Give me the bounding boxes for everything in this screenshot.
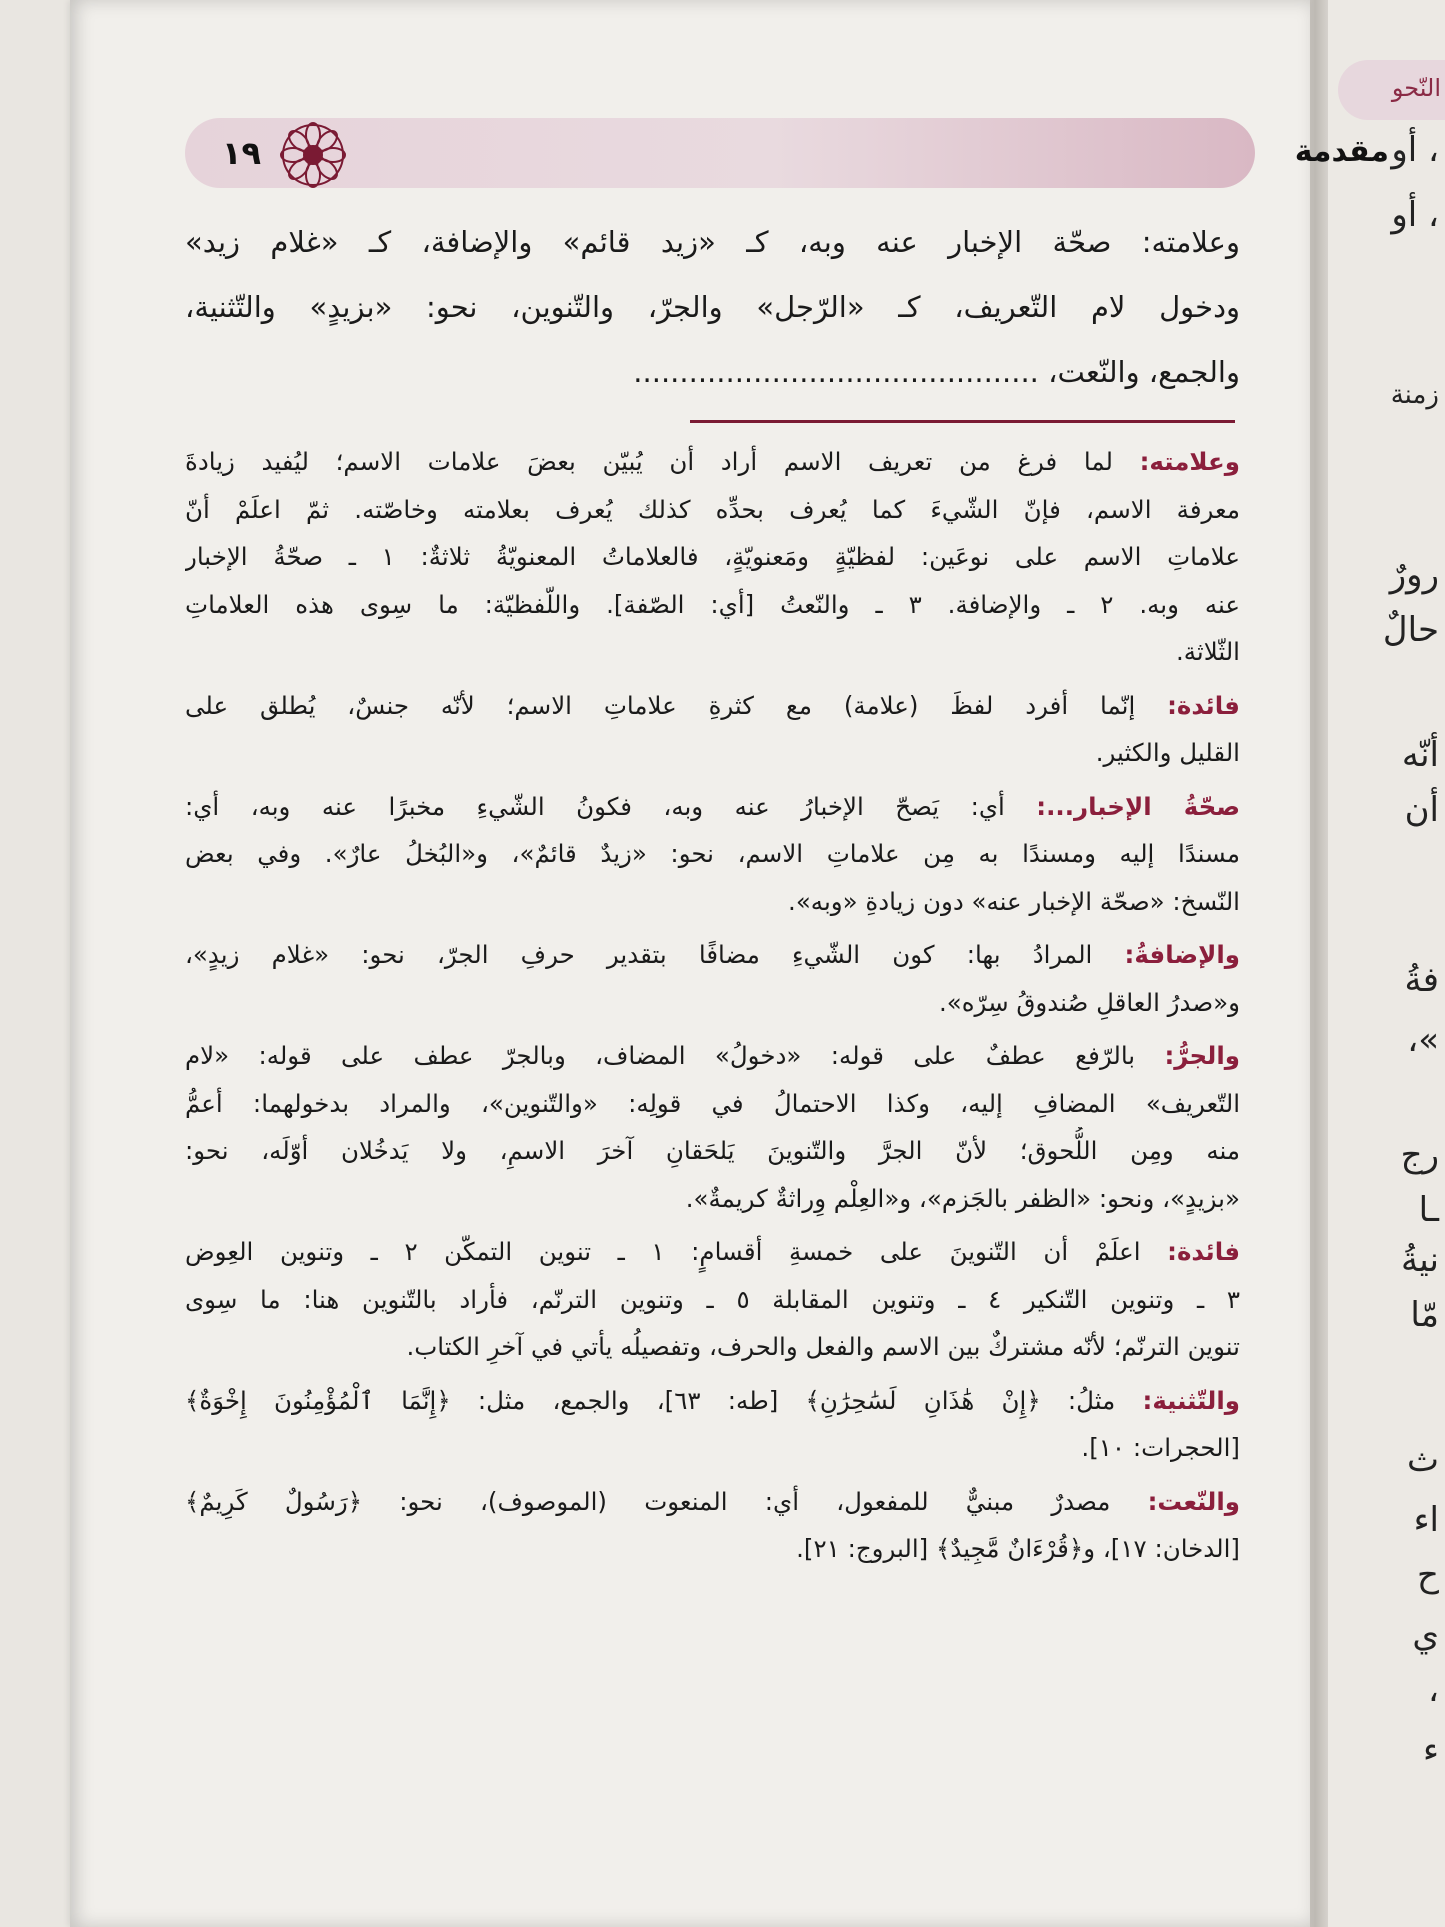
commentary-line: [الدخان: ١٧]، و﴿قُرْءَانٌ مَّجِيدٌ﴾ [البروج: ٢١].: [796, 1534, 1240, 1563]
adjacent-fragment: ي: [1412, 1615, 1439, 1655]
paragraph-lead: والنّعت:: [1147, 1486, 1240, 1516]
adjacent-fragment: رج: [1400, 1135, 1439, 1175]
commentary-line: «بزيدٍ»، ونحو: «الظفر بالجَزم»، و«العِلْم وِراثةٌ كريمةٌ».: [685, 1183, 1240, 1213]
commentary-line: ٣ ـ وتنوين التّنكير ٤ ـ وتنوين المقابلة ٥ ـ وتنوين الترنّم، فأراد بالتّنوين هنا: ما سِوى: [185, 1284, 1240, 1314]
commentary-paragraph: [185, 783, 1240, 926]
commentary-line: مصدرٌ مبنيٌّ للمفعول، أي: المنعوت (الموصوف)، نحو: ﴿رَسُولٌ كَرِيمٌ﴾: [185, 1486, 1111, 1516]
adjacent-fragment: ، أو: [1391, 130, 1439, 170]
adjacent-fragment: ح: [1417, 1555, 1439, 1595]
matn-line: وعلامته: صحّة الإخبار عنه وبه، كـ «زيد قائم» والإضافة، كـ «غلام زيد»: [185, 225, 1240, 259]
adjacent-fragment: حالٌ: [1382, 610, 1439, 650]
adjacent-fragment: أن: [1404, 790, 1439, 830]
commentary-line: النّسخ: «صحّة الإخبار عنه» دون زيادةِ «وبه».: [788, 886, 1240, 916]
adjacent-page: [1328, 0, 1445, 1927]
commentary-paragraph: [185, 1032, 1240, 1222]
commentary-paragraph: [185, 931, 1240, 1026]
paragraph-lead: والجرُّ:: [1164, 1041, 1240, 1070]
adjacent-fragment: زمنة: [1390, 380, 1439, 410]
matn-text: [185, 210, 1240, 405]
commentary-paragraph: [185, 1228, 1240, 1371]
commentary-paragraph: [185, 438, 1240, 676]
commentary-line: تنوين الترنّم؛ لأنّه مشتركٌ بين الاسم والفعل والحرف، وتفصيلُه يأتي في آخرِ الكتاب.: [406, 1332, 1240, 1361]
paragraph-lead: صحّةُ الإخبار...:: [1036, 791, 1240, 821]
paragraph-lead: وعلامته:: [1139, 447, 1240, 476]
adjacent-fragment: ث: [1406, 1440, 1439, 1480]
paragraph-lead: والتّثنية:: [1142, 1385, 1240, 1415]
page-number: ١٩: [222, 134, 262, 172]
matn-line: ودخول لام التّعريف، كـ «الرّجل» والجرّ، والتّنوين، نحو: «بزيدٍ» والتّثنية،: [185, 290, 1240, 324]
commentary-line: اعلَمْ أن التّنوينَ على خمسةِ أقسامٍ: ١ ـ تنوين التمكّن ٢ ـ وتنوين العِوض: [185, 1237, 1141, 1266]
commentary-line: معرفة الاسم، فإنّ الشّيءَ كما يُعرف بحدِّه كذلك يُعرف بعلامته وخاصّته. ثمّ اعلَمْ أنّ: [185, 494, 1240, 524]
commentary-line: عنه وبه. ٢ ـ والإضافة. ٣ ـ والنّعتُ [أي: الصّفة]. واللّفظيّة: ما سِوى هذه العلاماتِ: [185, 589, 1240, 619]
adjacent-page-header: النّحو: [1391, 74, 1441, 102]
rosette-ornament-icon: [278, 120, 348, 190]
commentary-line: الثّلاثة.: [1175, 637, 1240, 666]
commentary-line: منه ومِن اللُّحوق؛ لأنّ الجرَّ والتّنوينَ يَلحَقانِ آخرَ الاسمِ، ولا يَدخُلان أوّلَه، نحو:: [185, 1136, 1240, 1165]
adjacent-fragment: ،: [1428, 1670, 1439, 1710]
matn-line: والجمع، والنّعت، ............................................: [633, 355, 1240, 389]
paragraph-lead: فائدة:: [1167, 1237, 1240, 1266]
commentary-paragraph: [185, 682, 1240, 777]
commentary-line: القليل والكثير.: [1095, 738, 1240, 767]
commentary-line: بالرّفع عطفٌ على قوله: «دخولُ» المضاف، وبالجرّ عطف على قوله: «لام: [185, 1041, 1136, 1070]
commentary-line: أي: يَصحّ الإخبارُ عنه وبه، فكونُ الشّيءِ مخبرًا عنه وبه، أي:: [185, 791, 1005, 821]
commentary-line: التّعريف» المضافِ إليه، وكذا الاحتمالُ في قولِه: «والتّنوين»، والمراد بدخولهما: أعمُّ: [185, 1088, 1240, 1118]
commentary-line: [الحجرات: ١٠].: [1081, 1433, 1240, 1462]
commentary-line: لما فرغ من تعريف الاسم أراد أن يُبيّن بعضَ علامات الاسم؛ ليُفيد زيادةَ: [185, 447, 1113, 476]
commentary-line: المرادُ بها: كون الشّيءِ مضافًا بتقدير حرفِ الجرّ، نحو: «غلام زيدٍ»،: [185, 940, 1093, 969]
paragraph-lead: فائدة:: [1167, 690, 1240, 720]
adjacent-fragment: نيةُ: [1401, 1240, 1439, 1280]
adjacent-fragment: ، أو: [1391, 195, 1439, 235]
adjacent-fragment: رورٌ: [1389, 555, 1439, 595]
commentary-paragraph: [185, 1377, 1240, 1472]
page-title: مقدمة: [1294, 134, 1389, 169]
section-divider: [690, 420, 1235, 423]
commentary-paragraph: [185, 1478, 1240, 1573]
adjacent-fragment: ء: [1423, 1730, 1439, 1770]
adjacent-fragment: مّا: [1410, 1295, 1439, 1335]
adjacent-fragment: فةُ: [1404, 960, 1439, 1000]
commentary-line: و«صدرُ العاقلِ صُندوقُ سِرّه».: [938, 987, 1240, 1017]
commentary-line: مسندًا إليه ومسندًا به مِن علاماتِ الاسم، نحو: «زيدٌ قائمٌ»، و«البُخلُ عارٌ». وفي بعض: [185, 839, 1240, 868]
commentary-line: مثلُ: ﴿إِنْ هَٰذَانِ لَسَٰحِرَٰنِ﴾ [طه: ٦٣]، والجمع، مثل: ﴿إِنَّمَا ٱلْمُؤْمِنُونَ إِخْوَةٌ﴾: [185, 1385, 1116, 1415]
commentary-line: علاماتِ الاسم على نوعَين: لفظيّةٍ ومَعنويّةٍ، فالعلاماتُ المعنويّةُ ثلاثةٌ: ١ ـ صحّةُ الإخبار: [185, 542, 1240, 571]
adjacent-fragment: ـا: [1418, 1190, 1439, 1230]
paragraph-lead: والإضافةُ:: [1124, 940, 1240, 969]
adjacent-fragment: اء: [1413, 1500, 1439, 1540]
commentary-line: إنّما أفرد لفظَ (علامة) مع كثرةِ علاماتِ الاسم؛ لأنّه جنسٌ، يُطلق على: [185, 690, 1136, 720]
commentary-text: [185, 438, 1240, 1579]
adjacent-fragment: أنّه: [1401, 735, 1439, 775]
adjacent-fragment: »،: [1407, 1020, 1439, 1060]
